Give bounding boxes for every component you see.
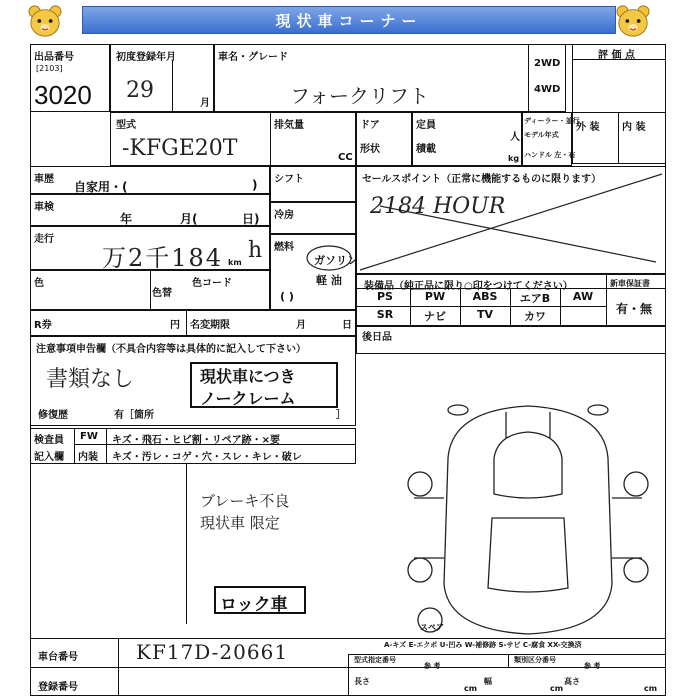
exterior-label: 外 装 <box>576 122 600 133</box>
displacement-label: 排気量 <box>274 120 304 131</box>
equip-airbag: エアB <box>519 292 551 305</box>
recycle-label: R券 <box>34 320 52 331</box>
mileage-label: 走行 <box>34 234 54 245</box>
bear-mascot-icon <box>26 4 64 38</box>
h-unit: h <box>248 238 263 263</box>
handle-label: ハンドル 左・右 <box>524 151 576 159</box>
legend-line: A-キズ E-エクボ U-凹み W-補修跡 S-サビ C-腐食 XX-交換済 <box>384 641 582 649</box>
drive-4wd: 4WD <box>534 84 561 95</box>
month-unit: 月 <box>200 98 210 109</box>
car-diagram <box>400 398 656 642</box>
meihen-label: 名変期限 <box>190 320 230 331</box>
new-car-value: 有・無 <box>616 302 653 316</box>
color-replace-label: 色替 <box>152 288 172 299</box>
inspector-label2: 記入欄 <box>34 452 64 463</box>
reg-label: 登録番号 <box>38 682 78 693</box>
model-year-label: モデル年式 <box>524 131 559 139</box>
fw-items: キズ・飛石・ヒビ割・リペア跡・×要 <box>112 435 280 446</box>
circled-gasoline-mark <box>306 244 352 272</box>
drive-2wd: 2WD <box>534 58 561 69</box>
fuel-gasoline: ガソリン <box>314 254 358 267</box>
interior-label: 内 装 <box>622 122 646 133</box>
notes-handwritten: 書類なし <box>46 367 135 392</box>
equip-pw: PW <box>424 290 446 303</box>
spare-label: スペア <box>420 623 444 632</box>
cc-unit: CC <box>338 152 353 163</box>
shaken-label: 車検 <box>34 202 54 213</box>
equip-abs: ABS <box>472 290 498 303</box>
equip-ps: PS <box>377 290 393 303</box>
banner-title: 現状車コーナー <box>82 6 616 34</box>
notes-label: 注意事項申告欄（不具合内容等は具体的に記入して下さい） <box>36 344 306 355</box>
color-code-label: 色コード <box>192 278 232 289</box>
door-label: ドア <box>360 120 380 131</box>
kg-unit: kg <box>508 154 520 163</box>
shift-label: シフト <box>274 174 304 185</box>
carname-value: フォークリフト <box>290 84 429 108</box>
person-unit: 人 <box>510 132 520 143</box>
mileage-value: 万2千184 <box>102 244 224 272</box>
shape-label: 形状 <box>360 144 380 155</box>
eval-label: 評 価 点 <box>598 50 635 61</box>
equip-leather: カワ <box>524 310 546 323</box>
fuel-paren: ( ) <box>280 290 294 303</box>
equipment-label: 装備品（純正品に限り○印をつけてください） <box>364 281 573 292</box>
inspector-label1: 検査員 <box>34 435 64 446</box>
sales-point-value: 2184 HOUR <box>370 194 506 219</box>
fuel-label: 燃料 <box>274 242 294 253</box>
history-label: 車歴 <box>34 174 54 185</box>
new-car-label: 新車保証書 <box>610 279 650 288</box>
cooling-label: 冷房 <box>274 210 294 221</box>
sales-point-label: セールスポイント（正常に機能するものに限ります） <box>362 174 602 185</box>
repair-value: 有［箇所 <box>114 410 154 421</box>
bear-mascot-icon <box>614 4 652 38</box>
equip-navi: ナビ <box>424 310 446 323</box>
lot-number: 3020 <box>34 80 92 110</box>
color-label: 色 <box>34 278 44 289</box>
km-unit: km <box>228 258 242 267</box>
history-value: 自家用・( <box>74 180 128 194</box>
rear-item-label: 後日品 <box>362 332 392 343</box>
carname-label: 車名・グレード <box>218 52 288 63</box>
capacity-label: 定員 <box>416 120 436 131</box>
model-value: -KFGE20T <box>122 136 238 161</box>
lot-sub: [2103] <box>36 64 63 73</box>
remark-brake: ブレーキ不良 <box>200 492 290 510</box>
interior-items: キズ・汚レ・コゲ・穴・スレ・キレ・破レ <box>112 452 302 463</box>
sales-point-strike <box>356 166 666 274</box>
repair-label: 修復歴 <box>38 410 68 421</box>
chassis-value: KF17D-20661 <box>136 640 289 664</box>
first-reg-year: 29 <box>126 78 154 103</box>
fuel-diesel: 軽 油 <box>316 274 342 287</box>
remark-limited: 現状車 限定 <box>200 514 280 532</box>
chassis-label: 車台番号 <box>38 652 78 663</box>
equip-aw: AW <box>572 290 594 303</box>
auction-sheet: 出品番号 [2103] 3020 初度登録年月 29 月 車名・グレード フォークリフト 2WD 4WD 評 価 点 型式 -KFGE20T 排気量 CC ドア 形状 定員 人 積載 kg ディーラー・並行 モデル年式 ハンドル 左・右 外 装 内 装 車歴 自家用・( ) 車検 年 月( 日) 走行 万2千184 km h 色 色替 色コード シフト 冷房 燃料 ガソリン 軽 油 ( ) セールスポイント（正常に機能するものに限ります） 2184 HOUR 装備品（純正品に限り○印をつけてください） PS PW ABS エアB AW SR ナビ TV カワ 新車保証書 有・無 後日品 R券 円 名変期限 月 日 注意事項申告欄（不具合内容等は具体的に記入して下さい） 書類なし 現状車につき ノークレーム 修復歴 有［箇所 ］ 検査員 記入欄 FW キズ・飛石・ヒビ割・リペア跡・×要 内装 キズ・汚レ・コゲ・穴・スレ・キレ・破レ ブレーキ不良 現状車 限定 ロック車 スペア 車台番号 KF17D-20661 登録番号 A-キズ E-エクボ U-凹み W-補修跡 S-サビ C-腐食 XX-交換済 型式指定番号 参 考 類別区分番号 参 考 長さ cm 幅 cm 高さ cm <box>24 44 666 696</box>
lot-label: 出品番号 <box>34 52 74 63</box>
dealer-label: ディーラー・並行 <box>524 117 580 125</box>
load-label: 積載 <box>416 144 436 155</box>
model-label: 型式 <box>116 120 136 131</box>
equip-tv: TV <box>476 308 494 321</box>
header-banner <box>0 0 700 40</box>
equip-sr: SR <box>376 308 394 321</box>
first-reg-label: 初度登録年月 <box>116 52 176 63</box>
